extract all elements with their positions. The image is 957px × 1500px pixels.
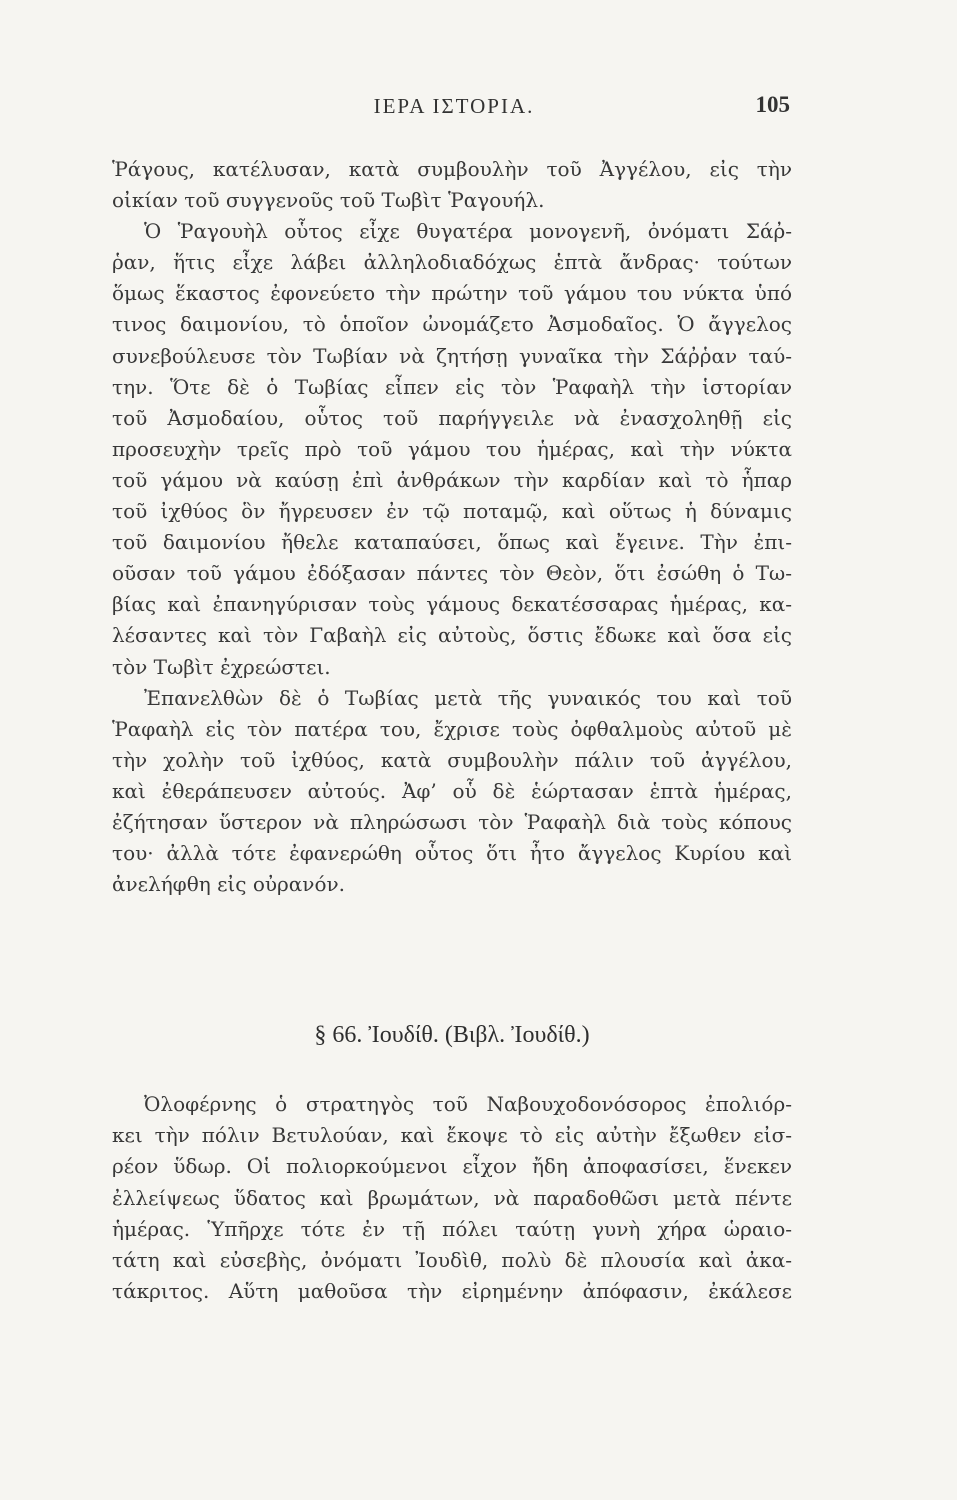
text-line: ῥαν, ἥτις εἶχε λάβει ἀλληλοδιαδόχως ἑπτὰ ἄνδρας· τούτων xyxy=(112,250,792,275)
text-line: ἐλλείψεως ὕδατος καὶ βρωμάτων, νὰ παραδοθῶσι μετὰ πέντε xyxy=(112,1185,792,1210)
text-line: καὶ ἐθεράπευσεν αὐτούς. Ἀφ’ οὗ δὲ ἑώρτασαν ἑπτὰ ἡμέρας, xyxy=(112,778,792,803)
text-line: τὴν χολὴν τοῦ ἰχθύος, κατὰ συμβουλὴν πάλιν τοῦ ἀγγέλου, xyxy=(112,747,792,772)
section-heading: § 66. Ἰουδίθ. (Βιβλ. Ἰουδίθ.) xyxy=(314,1022,590,1048)
text-line: τινος δαιμονίου, τὸ ὁποῖον ὠνομάζετο Ἀσμοδαῖος. Ὁ ἄγγελος xyxy=(112,312,792,337)
text-line: ρέον ὕδωρ. Οἱ πολιορκούμενοι εἶχον ἤδη ἀποφασίσει, ἕνεκεν xyxy=(112,1154,792,1179)
text-line: Ὁ Ῥαγουὴλ οὗτος εἶχε θυγατέρα μονογενῆ, ὀνόματι Σάῤ- xyxy=(144,219,792,244)
text-line: ἐζήτησαν ὕστερον νὰ πληρώσωσι τὸν Ῥαφαὴλ διὰ τοὺς κόπους xyxy=(112,809,792,834)
text-line: ὅμως ἕκαστος ἐφονεύετο τὴν πρώτην τοῦ γάμου του νύκτα ὑπό xyxy=(112,281,792,306)
text-line: λέσαντες καὶ τὸν Γαβαὴλ εἰς αὐτοὺς, ὅστις ἔδωκε καὶ ὅσα εἰς xyxy=(112,623,792,648)
running-title: ΙΕΡΑ ΙΣΤΟΡΙΑ. xyxy=(373,94,535,118)
text-line: Ῥάγους, κατέλυσαν, κατὰ συμβουλὴν τοῦ Ἀγγέλου, εἰς τὴν xyxy=(112,157,792,181)
text-line: τάκριτος. Αὕτη μαθοῦσα τὴν εἰρημένην ἀπόφασιν, ἐκάλεσε xyxy=(112,1279,792,1304)
page-number: 105 xyxy=(755,92,790,117)
paragraph xyxy=(112,154,792,216)
text-line: τοῦ δαιμονίου ἤθελε καταπαύσει, ὅπως καὶ ἔγεινε. Τὴν ἐπι- xyxy=(112,530,792,555)
text-line: κει τὴν πόλιν Βετυλούαν, καὶ ἔκοψε τὸ εἰς αὐτὴν ἔξωθεν εἰσ- xyxy=(112,1123,792,1148)
text-line: του· ἀλλὰ τότε ἐφανερώθη οὗτος ὅτι ἦτο ἄγγελος Κυρίου καὶ xyxy=(112,841,792,866)
text-line: βίας καὶ ἐπανηγύρισαν τοὺς γάμους δεκατέσσαρας ἡμέρας, κα- xyxy=(112,592,792,617)
text-line: τάτη καὶ εὐσεβὴς, ὀνόματι Ἰουδὶθ, πολὺ δὲ πλουσία καὶ ἀκα- xyxy=(112,1248,792,1273)
text-line: προσευχὴν τρεῖς πρὸ τοῦ γάμου του ἡμέρας, καὶ τὴν νύκτα xyxy=(112,436,792,461)
text-line: την. Ὅτε δὲ ὁ Τωβίας εἶπεν εἰς τὸν Ῥαφαὴλ τὴν ἱστορίαν xyxy=(112,374,792,399)
body-text xyxy=(112,154,792,900)
text-line: συνεβούλευσε τὸν Τωβίαν νὰ ζητήσῃ γυναῖκα τὴν Σάῤῥαν ταύ- xyxy=(112,343,792,368)
text-line: ἡμέρας. Ὑπῆρχε τότε ἐν τῇ πόλει ταύτῃ γυνὴ χήρα ὡραιο- xyxy=(112,1216,792,1241)
page-header xyxy=(118,94,790,134)
text-line: Ὀλοφέρνης ὁ στρατηγὸς τοῦ Ναβουχοδονόσορος ἐπολιόρ- xyxy=(144,1092,792,1116)
text-line: τοῦ ἰχθύος ὃν ἤγρευσεν ἐν τῷ ποταμῷ, καὶ οὕτως ἡ δύναμις xyxy=(112,499,792,524)
text-line: τὸν Τωβὶτ ἐχρεώστει. xyxy=(112,654,331,679)
text-line: τοῦ γάμου νὰ καύσῃ ἐπὶ ἀνθράκων τὴν καρδίαν καὶ τὸ ἧπαρ xyxy=(112,467,792,492)
text-line: οἰκίαν τοῦ συγγενοῦς τοῦ Τωβὶτ Ῥαγουήλ. xyxy=(112,188,545,213)
text-line: ἀνελήφθη εἰς οὐρανόν. xyxy=(112,872,346,897)
text-line: Ῥαφαὴλ εἰς τὸν πατέρα του, ἔχρισε τοὺς ὀφθαλμοὺς αὐτοῦ μὲ xyxy=(112,716,792,741)
paragraph xyxy=(112,1089,792,1307)
text-line: Ἐπανελθὼν δὲ ὁ Τωβίας μετὰ τῆς γυναικός του καὶ τοῦ xyxy=(144,685,792,710)
body-text-continued xyxy=(112,1089,792,1307)
paragraph xyxy=(112,216,792,682)
paragraph xyxy=(112,683,792,901)
text-line: οῦσαν τοῦ γάμου ἐδόξασαν πάντες τὸν Θεὸν, ὅτι ἐσώθη ὁ Τω- xyxy=(112,561,792,586)
text-line: τοῦ Ἀσμοδαίου, οὗτος τοῦ παρήγγειλε νὰ ἐνασχοληθῇ εἰς xyxy=(112,405,792,430)
